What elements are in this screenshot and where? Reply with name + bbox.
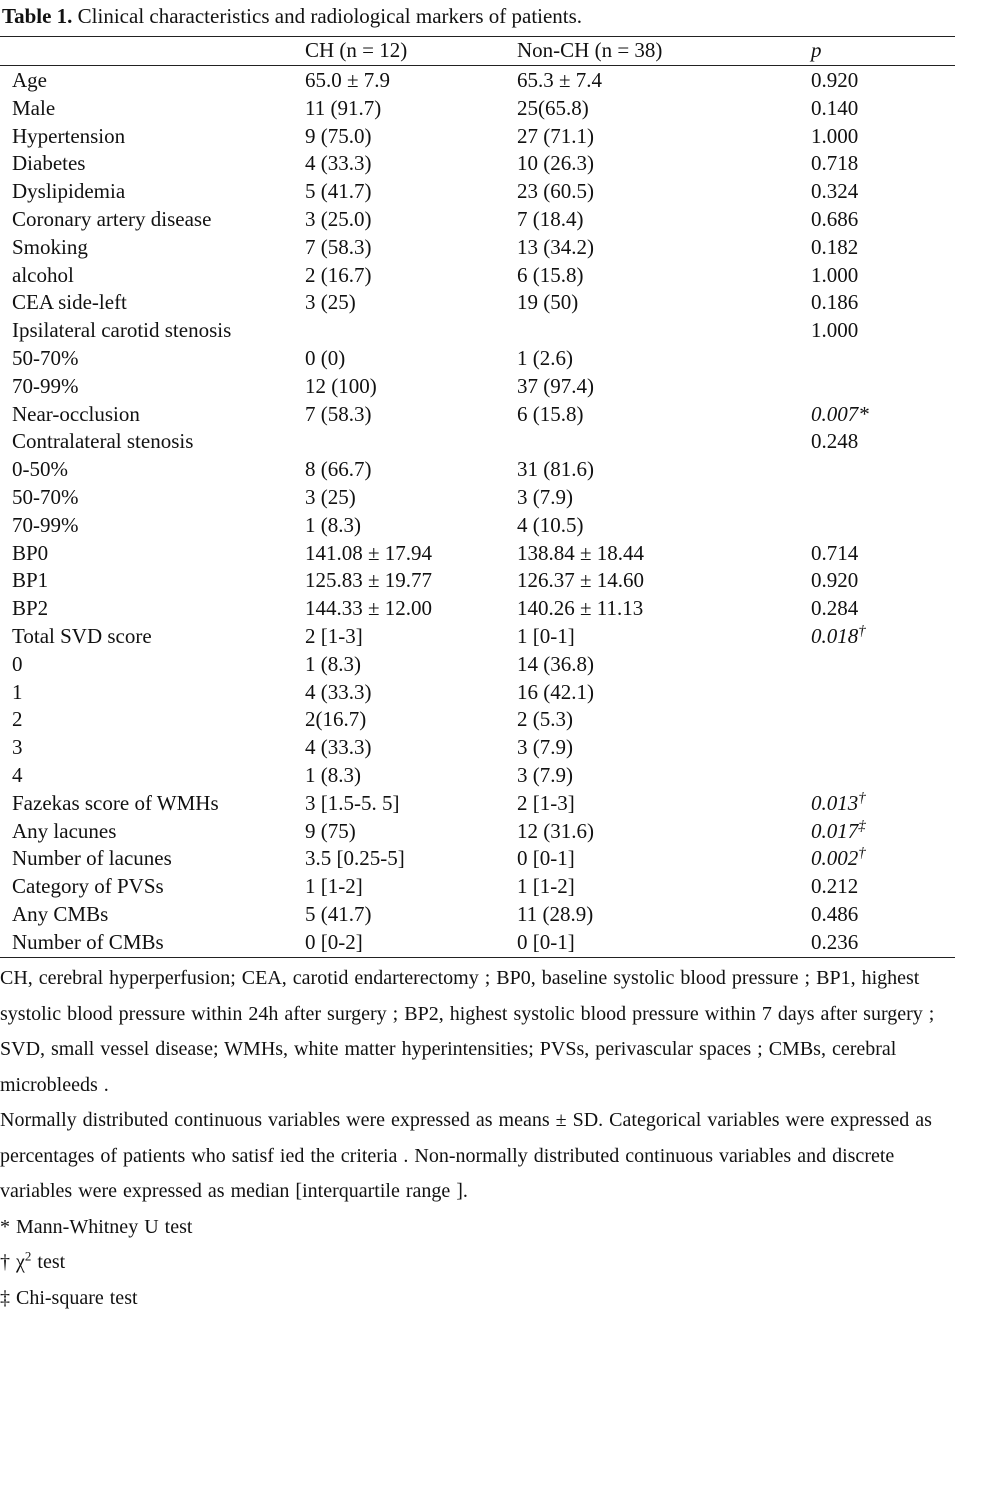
- table-header-rule: [0, 65, 955, 66]
- cell-nonch-text: 3 (7.9): [517, 763, 573, 787]
- row-label: [12, 179, 125, 204]
- cell-nonch-text: 7 (18.4): [517, 207, 584, 231]
- cell-p-text: 0.324: [811, 179, 859, 204]
- table-caption: [2, 4, 582, 29]
- cell-ch: [305, 207, 372, 232]
- cell-nonch: [517, 541, 644, 566]
- cell-p-text: 1.000: [811, 123, 859, 148]
- cell-ch: [305, 763, 361, 788]
- cell-ch: [305, 235, 372, 260]
- cell-nonch-text: 3 (7.9): [517, 485, 573, 509]
- cell-nonch-text: 0 [0-1]: [517, 846, 575, 871]
- row-label-text: 4: [12, 763, 23, 787]
- cell-ch-text: 1 [1-2]: [305, 874, 363, 899]
- cell-ch-text: 11 (91.7): [305, 95, 382, 120]
- cell-p-text: 0.718: [811, 151, 859, 176]
- cell-nonch-text: 10 (26.3): [517, 151, 594, 176]
- cell-p-text: 0.140: [811, 95, 859, 120]
- row-label: [12, 457, 68, 482]
- cell-p-text: 0.236: [811, 929, 859, 954]
- table-row: [0, 624, 955, 652]
- row-label: [12, 207, 211, 232]
- cell-nonch-text: 16 (42.1): [517, 679, 594, 704]
- row-label: [12, 874, 164, 899]
- cell-p: [811, 290, 858, 315]
- row-label-text: Diabetes: [12, 151, 86, 176]
- cell-nonch-text: 11 (28.9): [517, 902, 594, 926]
- cell-ch-text: 3.5 [0.25-5]: [305, 846, 405, 871]
- cell-nonch: [517, 68, 602, 93]
- cell-p: [811, 846, 866, 871]
- cell-nonch: [517, 624, 575, 649]
- table-row: [0, 318, 955, 346]
- table-row: [0, 596, 955, 624]
- table-row: [0, 819, 955, 847]
- cell-nonch: [517, 290, 578, 315]
- row-label: [12, 735, 23, 760]
- row-label-text: Any CMBs: [12, 902, 109, 926]
- significance-mark: ‡: [858, 817, 866, 834]
- table-row: [0, 763, 955, 791]
- cell-p-text: 0.017: [811, 818, 859, 843]
- table-row: [0, 429, 955, 457]
- cell-p: [811, 207, 858, 232]
- row-label: [12, 930, 164, 955]
- cell-ch-text: 5 (41.7): [305, 179, 372, 204]
- table-caption-text: Clinical characteristics and radiological markers of patients.: [72, 4, 583, 28]
- footnote-chi-symbol: † χ: [0, 1251, 25, 1273]
- row-label-text: Hypertension: [12, 123, 126, 148]
- cell-ch-text: 12 (100): [305, 373, 377, 398]
- cell-nonch-text: 12 (31.6): [517, 818, 594, 843]
- header-ch: CH (n = 12): [305, 38, 408, 62]
- cell-nonch-text: 140.26 ± 11.13: [517, 596, 644, 621]
- table-row: [0, 513, 955, 541]
- cell-ch: [305, 346, 345, 371]
- cell-nonch: [517, 791, 575, 816]
- cell-nonch: [517, 680, 594, 705]
- cell-ch: [305, 707, 366, 732]
- table-row: [0, 874, 955, 902]
- table-row: [0, 485, 955, 513]
- cell-ch-text: 125.83 ± 19.77: [305, 568, 433, 593]
- table-caption-label: Table 1.: [2, 4, 73, 28]
- table-row: [0, 124, 955, 152]
- table-row: [0, 791, 955, 819]
- cell-ch-text: 4 (33.3): [305, 735, 372, 760]
- cell-nonch-text: 1 [1-2]: [517, 874, 575, 899]
- cell-nonch-text: 4 (10.5): [517, 512, 584, 537]
- cell-nonch-text: 25(65.8): [517, 95, 589, 120]
- cell-nonch: [517, 819, 594, 844]
- row-label-text: Dyslipidemia: [12, 179, 126, 204]
- cell-p-text: 0.248: [811, 429, 859, 454]
- cell-nonch: [517, 568, 644, 593]
- row-label-text: Ipsilateral carotid stenosis: [12, 318, 232, 343]
- significance-mark: †: [858, 845, 866, 862]
- cell-nonch-text: 2 (5.3): [517, 707, 573, 732]
- row-label: [12, 680, 23, 705]
- cell-ch: [305, 680, 372, 705]
- row-label: [12, 374, 79, 399]
- cell-ch-text: 7 (58.3): [305, 234, 372, 259]
- row-label-text: Male: [12, 95, 56, 120]
- cell-nonch: [517, 874, 575, 899]
- cell-p-text: 0.013: [811, 790, 859, 815]
- cell-ch-text: 7 (58.3): [305, 401, 372, 426]
- cell-nonch: [517, 846, 575, 871]
- cell-nonch: [517, 402, 584, 427]
- cell-nonch-text: 2 [1-3]: [517, 790, 575, 815]
- cell-p-text: 0.018: [811, 624, 859, 648]
- row-label: [12, 68, 47, 93]
- cell-nonch: [517, 235, 594, 260]
- row-label-text: Near-occlusion: [12, 401, 140, 426]
- row-label-text: Number of CMBs: [12, 929, 164, 954]
- significance-mark: †: [858, 789, 866, 806]
- cell-nonch-text: 1 (2.6): [517, 346, 573, 370]
- cell-ch-text: 9 (75.0): [305, 123, 372, 148]
- table-row: [0, 151, 955, 179]
- cell-ch-text: 144.33 ± 12.00: [305, 596, 433, 621]
- cell-nonch: [517, 263, 584, 288]
- cell-ch: [305, 513, 361, 538]
- cell-ch-text: 3 (25): [305, 290, 356, 315]
- footnote-chi-text: test: [31, 1251, 66, 1273]
- row-label: [12, 707, 23, 732]
- row-label-text: Any lacunes: [12, 818, 117, 843]
- cell-ch: [305, 819, 356, 844]
- cell-ch-text: 8 (66.7): [305, 457, 372, 482]
- cell-p: [811, 930, 858, 955]
- cell-ch: [305, 874, 363, 899]
- table-row: [0, 735, 955, 763]
- cell-p: [811, 179, 858, 204]
- cell-p: [811, 624, 866, 649]
- cell-nonch-text: 27 (71.1): [517, 123, 594, 148]
- cell-nonch-text: 0 [0-1]: [517, 929, 575, 954]
- cell-p: [811, 541, 858, 566]
- table-row: [0, 652, 955, 680]
- cell-ch: [305, 151, 372, 176]
- row-label: [12, 763, 23, 788]
- row-label-text: Category of PVSs: [12, 874, 164, 899]
- cell-nonch: [517, 485, 573, 510]
- table-row: [0, 680, 955, 708]
- cell-ch-text: 9 (75): [305, 818, 356, 843]
- footnote-chi-squared: [0, 1245, 960, 1281]
- cell-ch: [305, 541, 432, 566]
- cell-p-text: 0.284: [811, 596, 859, 621]
- table-row: [0, 568, 955, 596]
- cell-p-text: 0.002: [811, 846, 859, 871]
- cell-ch: [305, 374, 377, 399]
- row-label-text: BP0: [12, 540, 49, 565]
- table-row: [0, 68, 955, 96]
- cell-ch-text: 4 (33.3): [305, 679, 372, 704]
- cell-nonch: [517, 930, 575, 955]
- cell-ch: [305, 263, 372, 288]
- cell-p-text: 0.186: [811, 290, 859, 315]
- row-label-text: 50-70%: [12, 346, 79, 370]
- cell-p: [811, 429, 858, 454]
- cell-ch-text: 3 (25.0): [305, 207, 372, 231]
- table-row: [0, 96, 955, 124]
- cell-nonch: [517, 735, 573, 760]
- row-label-text: Total SVD score: [12, 624, 152, 648]
- cell-p-text: 0.920: [811, 68, 859, 92]
- table-bottom-rule: [0, 957, 955, 958]
- table-row: [0, 902, 955, 930]
- cell-nonch: [517, 513, 584, 538]
- cell-ch: [305, 791, 399, 816]
- abbreviations-note: CH, cerebral hyperperfusion; CEA, carotid endarterectomy ; BP0, baseline systolic blood pressure ; BP1, highest systolic blood pressure within 24h after surgery ; BP2, highest systolic blood pressure within 7 days after surgery ; SVD, small vessel disease; WMHs, white matter hyperintensities; PVSs, perivascular spaces ; CMBs, cerebral microbleeds .: [0, 967, 935, 1096]
- row-label-text: 70-99%: [12, 512, 79, 537]
- cell-ch: [305, 652, 361, 677]
- cell-p: [811, 874, 858, 899]
- row-label-text: Number of lacunes: [12, 846, 172, 871]
- row-label-text: 1: [12, 679, 23, 704]
- cell-ch-text: 1 (8.3): [305, 763, 361, 787]
- row-label-text: 0: [12, 651, 23, 676]
- row-label: [12, 791, 219, 816]
- cell-ch-text: 0 [0-2]: [305, 929, 363, 954]
- row-label-text: CEA side-left: [12, 290, 127, 315]
- cell-nonch: [517, 96, 589, 121]
- header-p: p: [811, 38, 822, 62]
- cell-ch-text: 3 [1.5-5. 5]: [305, 790, 400, 815]
- cell-p-text: 0.182: [811, 234, 859, 259]
- cell-p-text: 0.714: [811, 540, 859, 565]
- row-label-text: Coronary artery disease: [12, 207, 212, 231]
- cell-ch: [305, 846, 405, 871]
- cell-p: [811, 151, 858, 176]
- cell-ch-text: 2(16.7): [305, 707, 367, 732]
- cell-ch: [305, 624, 363, 649]
- cell-nonch: [517, 596, 643, 621]
- cell-ch-text: 2 [1-3]: [305, 624, 363, 648]
- row-label-text: Age: [12, 68, 47, 92]
- table-row: [0, 179, 955, 207]
- cell-nonch-text: 19 (50): [517, 290, 579, 315]
- row-label: [12, 541, 48, 566]
- significance-mark: †: [858, 623, 866, 639]
- cell-nonch: [517, 902, 593, 927]
- cell-nonch-text: 14 (36.8): [517, 651, 594, 676]
- row-label-text: alcohol: [12, 262, 74, 287]
- cell-nonch: [517, 179, 594, 204]
- row-label-text: 50-70%: [12, 485, 79, 509]
- cell-nonch: [517, 457, 594, 482]
- cell-ch-text: 1 (8.3): [305, 512, 361, 537]
- cell-p: [811, 318, 858, 343]
- row-label: [12, 318, 231, 343]
- cell-p-text: 0.920: [811, 568, 859, 593]
- cell-p: [811, 402, 869, 427]
- cell-p-text: 0.486: [811, 902, 859, 926]
- cell-p: [811, 596, 858, 621]
- cell-ch: [305, 902, 372, 927]
- cell-nonch: [517, 124, 594, 149]
- cell-ch: [305, 179, 372, 204]
- cell-p: [811, 235, 858, 260]
- cell-nonch: [517, 151, 594, 176]
- table-row: [0, 930, 955, 958]
- table-row: [0, 457, 955, 485]
- table-row: [0, 402, 955, 430]
- cell-ch: [305, 930, 363, 955]
- cell-nonch: [517, 652, 594, 677]
- cell-p: [811, 68, 858, 93]
- row-label: [12, 624, 152, 649]
- cell-ch: [305, 735, 372, 760]
- cell-ch-text: 3 (25): [305, 485, 356, 509]
- table-row: [0, 707, 955, 735]
- cell-ch: [305, 96, 381, 121]
- cell-p: [811, 819, 866, 844]
- cell-nonch-text: 1 [0-1]: [517, 624, 575, 648]
- cell-nonch: [517, 346, 573, 371]
- table-row: [0, 207, 955, 235]
- row-label-text: 0-50%: [12, 457, 68, 482]
- cell-nonch-text: 65.3 ± 7.4: [517, 68, 603, 92]
- footnote-chi-square: ‡ Chi-square test: [0, 1286, 138, 1309]
- row-label-text: BP1: [12, 568, 49, 593]
- table-row: [0, 290, 955, 318]
- row-label: [12, 652, 23, 677]
- row-label: [12, 151, 85, 176]
- row-label-text: Contralateral stenosis: [12, 429, 194, 454]
- cell-ch: [305, 485, 356, 510]
- row-label: [12, 263, 74, 288]
- cell-nonch: [517, 763, 573, 788]
- table-top-rule: [0, 36, 955, 37]
- cell-ch-text: 5 (41.7): [305, 902, 372, 926]
- cell-nonch-text: 126.37 ± 14.60: [517, 568, 645, 593]
- cell-p-text: 0.007*: [811, 401, 869, 426]
- cell-ch: [305, 124, 372, 149]
- row-label-text: 3: [12, 735, 23, 760]
- row-label: [12, 485, 79, 510]
- cell-ch-text: 4 (33.3): [305, 151, 372, 176]
- row-label: [12, 290, 127, 315]
- row-label: [12, 596, 48, 621]
- table-row: [0, 846, 955, 874]
- header-nonch: Non-CH (n = 38): [517, 38, 663, 62]
- row-label: [12, 96, 55, 121]
- row-label-text: 2: [12, 707, 23, 732]
- row-label: [12, 513, 79, 538]
- row-label: [12, 346, 79, 371]
- cell-ch-text: 2 (16.7): [305, 262, 372, 287]
- table-row: [0, 235, 955, 263]
- cell-nonch-text: 23 (60.5): [517, 179, 594, 204]
- cell-nonch-text: 3 (7.9): [517, 735, 573, 760]
- footnote-mann-whitney: * Mann-Whitney U test: [0, 1215, 193, 1238]
- row-label-text: BP2: [12, 596, 49, 621]
- table-row: [0, 263, 955, 291]
- cell-ch-text: 0 (0): [305, 346, 346, 370]
- cell-ch: [305, 402, 372, 427]
- cell-nonch-text: 37 (97.4): [517, 373, 594, 398]
- cell-p-text: 1.000: [811, 318, 859, 343]
- cell-p: [811, 791, 866, 816]
- cell-ch: [305, 290, 356, 315]
- cell-p-text: 1.000: [811, 262, 859, 287]
- table-row: [0, 374, 955, 402]
- cell-ch: [305, 457, 372, 482]
- distribution-note: Normally distributed continuous variables were expressed as means ± SD. Categorical variables were expressed as percentages of patients who satisf ied the criteria . Non-normally distributed continuous variables and discrete variables were expressed as median [interquartile range ].: [0, 1109, 932, 1202]
- row-label: [12, 819, 116, 844]
- cell-ch: [305, 68, 390, 93]
- cell-ch-text: 65.0 ± 7.9: [305, 68, 391, 92]
- row-label-text: 70-99%: [12, 373, 79, 398]
- row-label-text: Fazekas score of WMHs: [12, 790, 219, 815]
- table-notes: [0, 961, 960, 1316]
- table-row: [0, 346, 955, 374]
- cell-nonch-text: 138.84 ± 18.44: [517, 540, 645, 565]
- cell-p: [811, 568, 858, 593]
- cell-p: [811, 96, 858, 121]
- cell-ch: [305, 568, 432, 593]
- cell-nonch-text: 6 (15.8): [517, 401, 584, 426]
- cell-nonch-text: 6 (15.8): [517, 262, 584, 287]
- row-label: [12, 846, 172, 871]
- cell-p-text: 0.686: [811, 207, 859, 231]
- cell-nonch: [517, 207, 584, 232]
- row-label-text: Smoking: [12, 234, 88, 259]
- cell-nonch: [517, 374, 594, 399]
- footnote-chi-superscript: 2: [24, 1248, 32, 1264]
- cell-nonch: [517, 707, 573, 732]
- row-label: [12, 124, 125, 149]
- row-label: [12, 429, 193, 454]
- cell-p: [811, 124, 858, 149]
- table-row: [0, 541, 955, 569]
- row-label: [12, 235, 88, 260]
- cell-ch-text: 1 (8.3): [305, 651, 361, 676]
- cell-p-text: 0.212: [811, 874, 859, 899]
- cell-nonch-text: 13 (34.2): [517, 234, 594, 259]
- row-label: [12, 402, 140, 427]
- cell-ch-text: 141.08 ± 17.94: [305, 540, 433, 565]
- cell-nonch-text: 31 (81.6): [517, 457, 594, 482]
- row-label: [12, 902, 108, 927]
- row-label: [12, 568, 48, 593]
- cell-p: [811, 902, 858, 927]
- cell-ch: [305, 596, 432, 621]
- cell-p: [811, 263, 858, 288]
